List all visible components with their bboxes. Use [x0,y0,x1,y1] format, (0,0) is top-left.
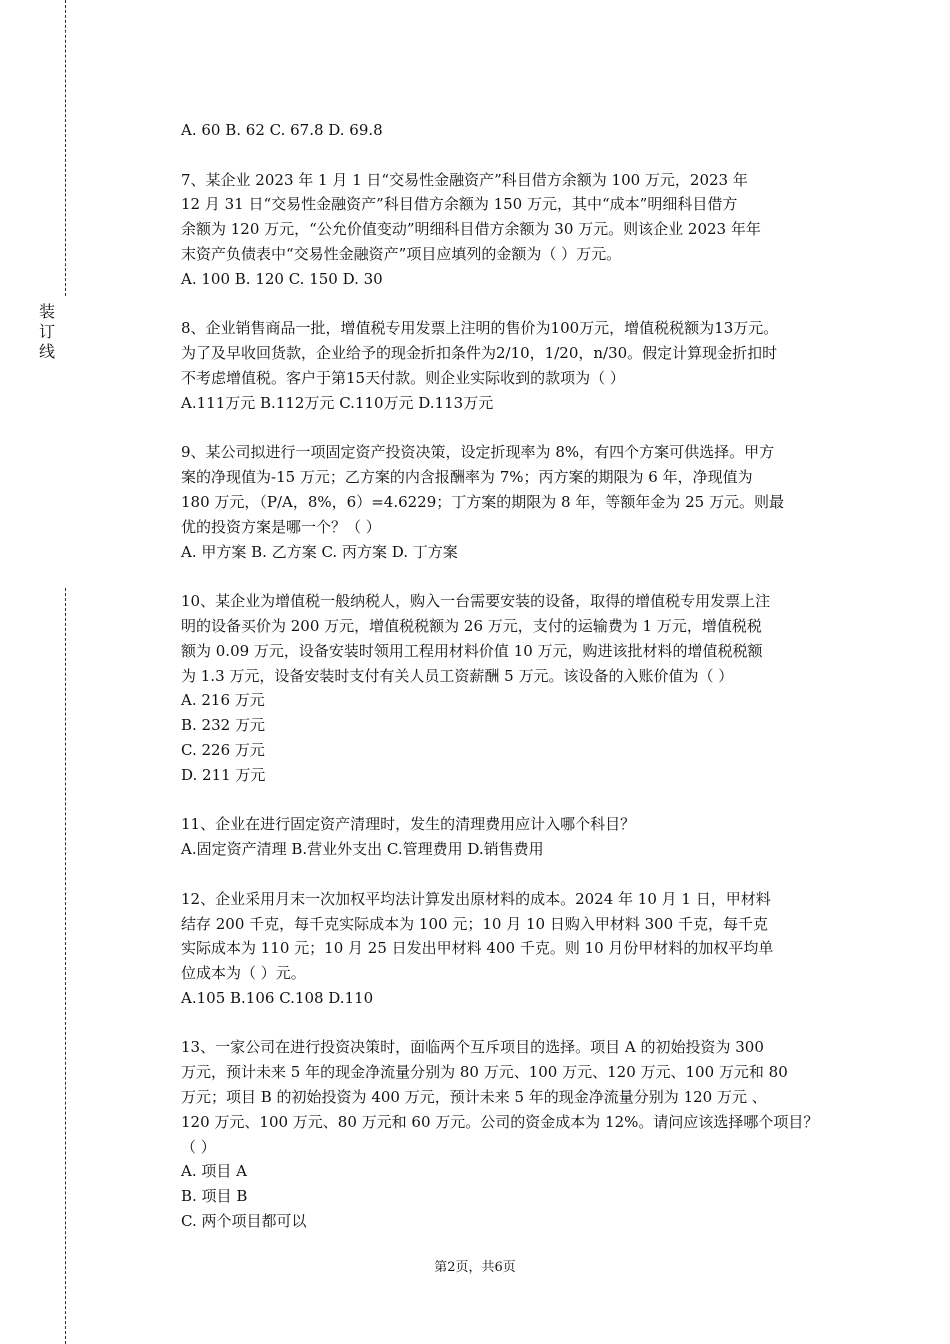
question-line: 末资产负债表中“交易性金融资产”项目应填列的金额为（ ）万元。 [181,244,622,263]
question-line: 明的设备买价为 200 万元，增值税税额为 26 万元，支付的运输费为 1 万元，增值税税 [181,616,762,635]
question-line: 优的投资方案是哪一个？（ ） [181,517,381,536]
question-content [181,118,841,1259]
question-10 [181,589,841,787]
question-line: 位成本为（ ）元。 [181,964,306,983]
question-12 [181,887,841,1011]
question-line: （ ） [181,1137,216,1156]
question-line: 9、某公司拟进行一项固定资产投资决策，设定折现率为 8%，有四个方案可供选择。甲方 [181,443,775,462]
question-line: 180 万元，（P/A，8%，6）=4.6229；丁方案的期限为 8 年，等额年金为 25 万元。则最 [181,492,784,511]
binding-char: 线 [38,342,55,361]
page-footer: 第2页，共6页 [434,1260,516,1275]
binding-label [38,302,56,362]
binding-char: 订 [38,322,55,341]
question-line: 结存 200 千克，每千克实际成本为 100 元；10 月 10 日购入甲材料 300 千克，每千克 [181,914,768,933]
question-11 [181,812,841,862]
question-line: 万元；项目 B 的初始投资为 400 万元，预计未来 5 年的现金净流量分别为 120 万元 、 [181,1088,767,1107]
question-line: 10、某企业为增值税一般纳税人，购入一台需要安装的设备，取得的增值税专用发票上注 [181,592,771,611]
option-a: A. 216 万元 [181,691,265,710]
binding-line-bottom [65,588,66,1344]
question-line: 为 1.3 万元，设备安装时支付有关人员工资薪酬 5 万元。该设备的入账价值为（ ） [181,666,734,685]
question-line: 12、企业采用月末一次加权平均法计算发出原材料的成本。2024 年 10 月 1 日，甲材料 [181,889,771,908]
question-line: 为了及早收回货款，企业给予的现金折扣条件为2/10，1/20，n/30。假定计算现金折扣时 [181,344,778,363]
question-line: 8、企业销售商品一批，增值税专用发票上注明的售价为100万元，增值税税额为13万元。 [181,319,779,338]
question-line: 余额为 120 万元，“公允价值变动”明细科目借方余额为 30 万元。则该企业 2023 年年 [181,220,761,239]
question-line: 万元，预计未来 5 年的现金净流量分别为 80 万元、100 万元、120 万元、100 万元和 80 [181,1063,788,1082]
option-b: B. 项目 B [181,1187,248,1206]
options-line: A. 100 B. 120 C. 150 D. 30 [181,269,383,288]
options-line: A. 甲方案 B. 乙方案 C. 丙方案 D. 丁方案 [181,542,458,561]
question-7 [181,168,841,292]
option-d: D. 211 万元 [181,765,266,784]
question-line: 120 万元、100 万元、80 万元和 60 万元。公司的资金成本为 12%。请问应该选择哪个项目？ [181,1112,819,1131]
binding-line-top [65,0,66,296]
question-line: 12 月 31 日“交易性金融资产”科目借方余额为 150 万元，其中“成本”明细科目借方 [181,195,738,214]
option-c: C. 226 万元 [181,740,265,759]
option-b: B. 232 万元 [181,716,265,735]
options-line: A.111万元 B.112万元 C.110万元 D.113万元 [181,393,494,412]
options-line: A.固定资产清理 B.营业外支出 C.管理费用 D.销售费用 [181,840,544,859]
options-line: A.105 B.106 C.108 D.110 [181,988,374,1007]
question-line: 额为 0.09 万元，设备安装时领用工程用材料价值 10 万元，购进该批材料的增值税税额 [181,641,763,660]
question-line: 13、一家公司在进行投资决策时，面临两个互斥项目的选择。项目 A 的初始投资为 300 [181,1038,764,1057]
question-8 [181,316,841,415]
question-9 [181,440,841,564]
question-line: 不考虑增值税。客户于第15天付款。则企业实际收到的款项为（ ） [181,368,625,387]
question-6-options [181,118,841,143]
question-line: 11、企业在进行固定资产清理时，发生的清理费用应计入哪个科目？ [181,815,636,834]
option-c: C. 两个项目都可以 [181,1212,307,1231]
question-line: 7、某企业 2023 年 1 月 1 日“交易性金融资产”科目借方余额为 100 万元，2023 年 [181,170,748,189]
option-a: A. 项目 A [181,1162,247,1181]
question-13 [181,1035,841,1233]
binding-char: 装 [38,302,55,321]
options-line: A. 60 B. 62 C. 67.8 D. 69.8 [181,121,383,139]
question-line: 案的净现值为-15 万元；乙方案的内含报酬率为 7%；丙方案的期限为 6 年，净现值为 [181,468,753,487]
question-line: 实际成本为 110 元；10 月 25 日发出甲材料 400 千克。则 10 月份甲材料的加权平均单 [181,939,774,958]
